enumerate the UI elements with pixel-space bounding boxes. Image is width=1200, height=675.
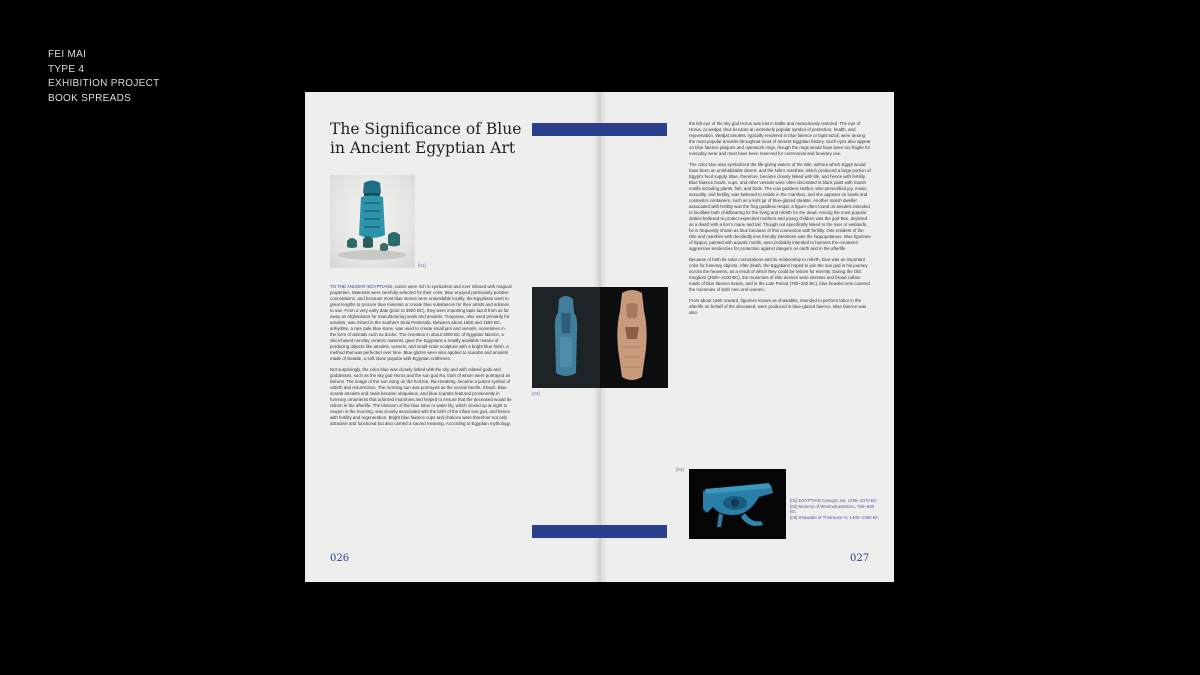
- paragraph-6: From about 1550 onward, figurines known as shawabtis, intended to perform labor in the afterlife on behalf of the deceased, were produced in blue-glazed faience. Blue faience was also: [689, 298, 867, 315]
- figure-captions: [790, 498, 880, 520]
- left-body-text: [330, 284, 512, 432]
- canopic-jar-icon: [330, 175, 415, 268]
- paragraph-4: The color blue also symbolized the life-giving waters of the Nile, without which Egypt would have been an uninhabitable desert, and the Nile's marshes, which produced a large portion of Egypt's food supply. Blue, therefore, became closely linked with life, and hence with fertility. Blue faience bowls, cups, and other vessels were often decorated in black paint with marsh motifs including plants, fish, and birds. The cow goddess Hathor, who personified joy, music, sexuality, and fertility, was believed to reside in the marshes, and she appears on bowls and cosmetics containers, such as a kohl jar of blue-glazed steatite. Another marsh dweller associated with fertility was the frog goddess Heqat, a figure often found on amulets intended to facilitate both childbearing for the living and rebirth for the dead. Among the most popular deities believed to protect expectant mothers and young children was the god Bes, depicted as a dwarf with a lion's mane and tail. Though not specifically linked to the river or wetlands, he is frequently shown as blue because of this connection with fertility. One resident of the Nile and marshes with decidedly less friendly intentions was the hippopotamus. Blue figurines of hippos, painted with aquatic motifs, were probably intended to harness the creatures' aggressive tendencies for protection against dangers on earth and in the afterlife.: [689, 162, 871, 251]
- page-number-right: 027: [850, 553, 870, 564]
- paragraph-1: colors were rich in symbolism and ever imbued with magical properties. Materials were carefully selected for their color. Blue enjoyed particularly positive connotations, and because most blue stones were unavailable locally, the Egyptians went to great lengths to procure blue minerals or create blue substances for their artists and artisans to use. From a very early date (prior to 3500 BC), they were importing lapis lazuli from as far away as Afghanistan for manufacturing seals and amulets. Turquoise, also used primarily for amulets, was mined in the southern Sinai Peninsula. Between about 1800 and 1550 BC, anhydrite, a rare pale blue stone, was used to create small jars and vessels, sometimes in the form of animals such as ducks. The invention in about 3000 BC of Egyptian faience, a silica-based nonclay ceramic material, gave the Egyptians a readily available means of producing objects like amulets, vessels, and small-scale sculpture with a bright blue finish, a method that was perfected over time. Blue glazes were also applied to scarabs and amulets made of steatite, a soft stone popular with Egyptian craftsmen.: [330, 284, 512, 361]
- book-spread: [305, 92, 894, 582]
- caption-01: [01] EGYPTIAN Canopic Jar, 1295–1070 BC: [790, 498, 877, 503]
- wedjat-eye-photo: [689, 469, 786, 539]
- paragraph-3: the left eye of the sky god Horus was lost in battle and miraculously restored. The eye of Horus, or wedjat, thus became an extremely popular symbol of protection, health, and rejuvenation. Wedjat amulets, typically rendered in blue faience or lapis lazuli, were among the most popular amulets throughout most of ancient Egyptian history. Such eyes also appear on blue faience plaques and openwork rings, though the rings would have been too fragile for everyday wear and must have been reserved for ceremonial and funerary use.: [689, 121, 871, 156]
- caption-02: [02] Mummy of Wesmutnestmeru, 760–660 BC: [790, 503, 875, 515]
- paragraph-5: Because of both its solar connotations and its relationship to rebirth, blue was an important color for funerary objects. After death, the Egyptians hoped to join the sun god in his journey across the heavens, as a result of which they could be reborn for eternity. During the Old Kingdom (2600–2100 BC), the mummies of elite women wore dresses and broad collars made of blue faience beads, and in the Late Period (760–332 BC), blue beaded nets covered the mummies of both men and women.: [689, 257, 870, 292]
- paragraph-2: Not surprisingly, the color blue was closely linked with the sky and with related gods and goddesses, such as the sky god Horus and the sun god Ra, both of whom were portrayed as falcons. The image of the sun rising on the horizon, Ra-Horakhty, became a potent symbol of rebirth and resurrection. The morning sun was portrayed as the scarab beetle, Khepri. Blue scarab amulets and seals became ubiquitous, and blue scarabs featured prominently in funerary ornaments that adorned mummies and helped to ensure that the deceased would be reborn in the afterlife. The blossom of the blue lotus or water lily, which closed up at night to reopen in the morning, was closely associated with the birth of the infant sun god, and hence with fertility and regeneration. Bright blue faience cups and chalices were therefore not only attractive and functional but also carried a sacred meaning. According to Egyptian mythology,: [330, 367, 512, 426]
- page-number-left: 026: [330, 553, 350, 564]
- shawabti-mummy-photo: [532, 287, 668, 388]
- blue-bar-bottom: [532, 525, 667, 538]
- figurines-icon: [532, 287, 668, 388]
- figure-label-02: [02]: [532, 391, 540, 396]
- wedjat-eye-icon: [689, 469, 786, 539]
- canopic-jar-photo: [330, 175, 415, 268]
- figure-label-01: [01]: [418, 263, 426, 268]
- project-credit: [48, 48, 160, 106]
- blue-bar-top: [532, 123, 667, 136]
- page-title: The Significance of Blue in Ancient Egyptian Art: [330, 120, 522, 157]
- caption-03: [03] Shawabti of Thutmose IV, 1400–1390 BC: [790, 514, 879, 520]
- credit-line-project: EXHIBITION PROJECT: [48, 78, 160, 89]
- lead-in: TO THE ANCIENT EGYPTIANS,: [330, 284, 394, 289]
- figure-label-03: [03]: [676, 467, 684, 472]
- credit-line-type: TYPE 4: [48, 63, 85, 75]
- credit-line-name: FEI MAI: [48, 49, 87, 60]
- right-body-text: [689, 121, 871, 321]
- credit-line-spreads: BOOK SPREADS: [48, 92, 132, 104]
